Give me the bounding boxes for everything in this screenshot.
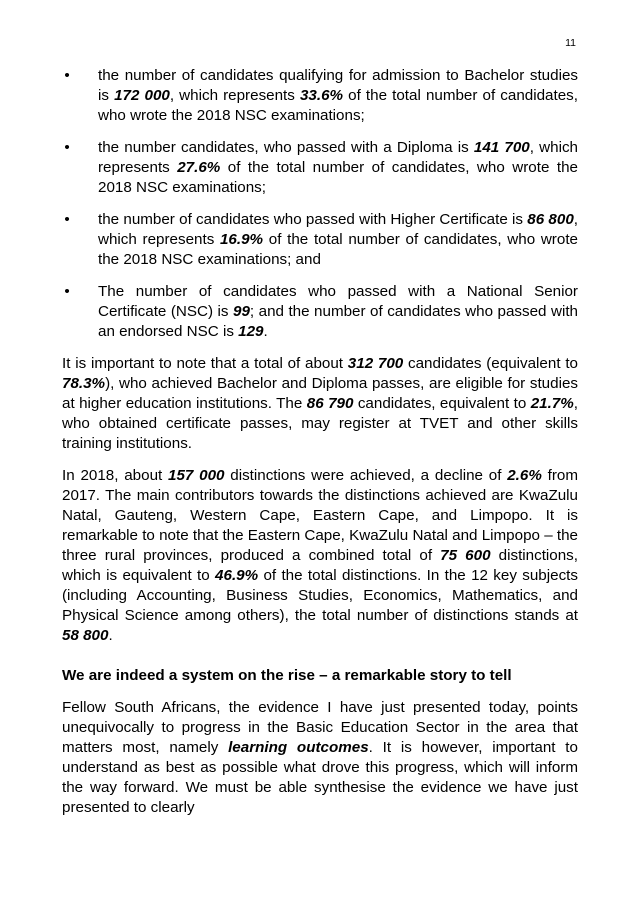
paragraph-eligibility: [62, 354, 578, 454]
rural-distinctions-total: 75 600: [440, 547, 491, 564]
bullet-text: , which represents: [98, 211, 578, 248]
bullet-text: of the total number of candidates, who wrote the 2018 NSC examinations;: [98, 87, 578, 124]
bullet-icon: •: [64, 283, 70, 300]
distinctions-decline: 2.6%: [507, 467, 542, 484]
higher-certificate-count: 86 800: [527, 211, 574, 228]
paragraph-text: of the total distinctions. In the 12 key subjects (including Accounting, Business Studies, Economics, Mathematics, and Physical Science among others), the total number of distinctions stands at: [62, 567, 578, 624]
paragraph-text: In 2018, about: [62, 467, 169, 484]
paragraph-text: distinctions, which is equivalent to: [62, 547, 578, 584]
paragraph-text: ), who achieved Bachelor and Diploma passes, are eligible for studies at higher education institutions. The: [62, 375, 578, 412]
bachelor-percentage: 33.6%: [299, 87, 344, 104]
page-number: 11: [565, 37, 576, 49]
paragraph-text: distinctions were achieved, a decline of: [224, 467, 508, 484]
paragraph-text: candidates, equivalent to: [353, 395, 531, 412]
paragraph-text: candidates (equivalent to: [403, 355, 578, 372]
paragraph-progress: [62, 698, 578, 818]
bullet-text: ; and the number of candidates who passed with an endorsed NSC is: [98, 303, 578, 340]
bachelor-count: 172 000: [114, 87, 170, 104]
bullet-icon: •: [64, 211, 70, 228]
endorsed-nsc-count: 129: [238, 323, 264, 340]
bullet-text: The number of candidates who passed with a National Senior Certificate (NSC) is: [98, 283, 578, 320]
bullet-text: .: [263, 323, 268, 340]
rural-distinctions-percentage: 46.9%: [215, 567, 259, 584]
bullet-text: the number candidates, who passed with a Diploma is: [98, 139, 474, 156]
bullet-text: of the total number of candidates, who wrote the 2018 NSC examinations; and: [98, 231, 578, 268]
higher-certificate-percentage: 16.9%: [219, 231, 264, 248]
section-heading: We are indeed a system on the rise – a remarkable story to tell: [62, 667, 512, 684]
paragraph-distinctions: [62, 466, 578, 646]
bullet-text: , which represents: [98, 139, 578, 176]
key-subjects-distinctions: 58 800: [62, 627, 109, 644]
bullet-item-higher-certificate: [62, 210, 578, 270]
page-content: [62, 66, 578, 830]
paragraph-text: from 2017. The main contributors towards the distinctions achieved are KwaZulu Natal, Gauteng, Western Cape, Eastern Cape, and Limpopo. It is remarkable to note that the Eastern Cape, KwaZulu Natal and Limpopo – the three rural provinces, produced a combined total of: [62, 467, 578, 564]
bullet-text: of the total number of candidates, who wrote the 2018 NSC examinations;: [98, 159, 578, 196]
bullet-item-diploma: [62, 138, 578, 198]
paragraph-text: Fellow South Africans, the evidence I have just presented today, points unequivocally to progress in the Basic Education Sector in the area that matters most, namely: [62, 699, 578, 756]
diploma-count: 141 700: [473, 139, 530, 156]
bullet-icon: •: [64, 67, 70, 84]
nsc-count: 99: [233, 303, 250, 320]
diploma-percentage: 27.6%: [177, 159, 221, 176]
distinctions-total: 157 000: [168, 467, 225, 484]
paragraph-text: . It is however, important to understand as best as possible what drove this progress, which will inform the way forward. We must be able synthesise the evidence we have just presented to clearly: [62, 739, 578, 816]
paragraph-text: , who obtained certificate passes, may register at TVET and other skills training institutions.: [62, 395, 578, 452]
certificate-total: 86 790: [306, 395, 354, 412]
bullet-text: , which represents: [169, 87, 300, 104]
bullet-item-bachelor: [62, 66, 578, 126]
certificate-percentage: 21.7%: [530, 395, 574, 412]
bullet-item-nsc: [62, 282, 578, 342]
bullet-text: the number of candidates who passed with Higher Certificate is: [98, 211, 528, 228]
eligible-percentage: 78.3%: [62, 375, 106, 392]
eligible-total: 312 700: [347, 355, 404, 372]
bullet-icon: •: [64, 139, 70, 156]
paragraph-text: .: [108, 627, 113, 644]
bullet-text: the number of candidates qualifying for admission to Bachelor studies is: [98, 67, 578, 104]
paragraph-text: It is important to note that a total of about: [62, 355, 348, 372]
learning-outcomes-emphasis: learning outcomes: [228, 739, 369, 756]
